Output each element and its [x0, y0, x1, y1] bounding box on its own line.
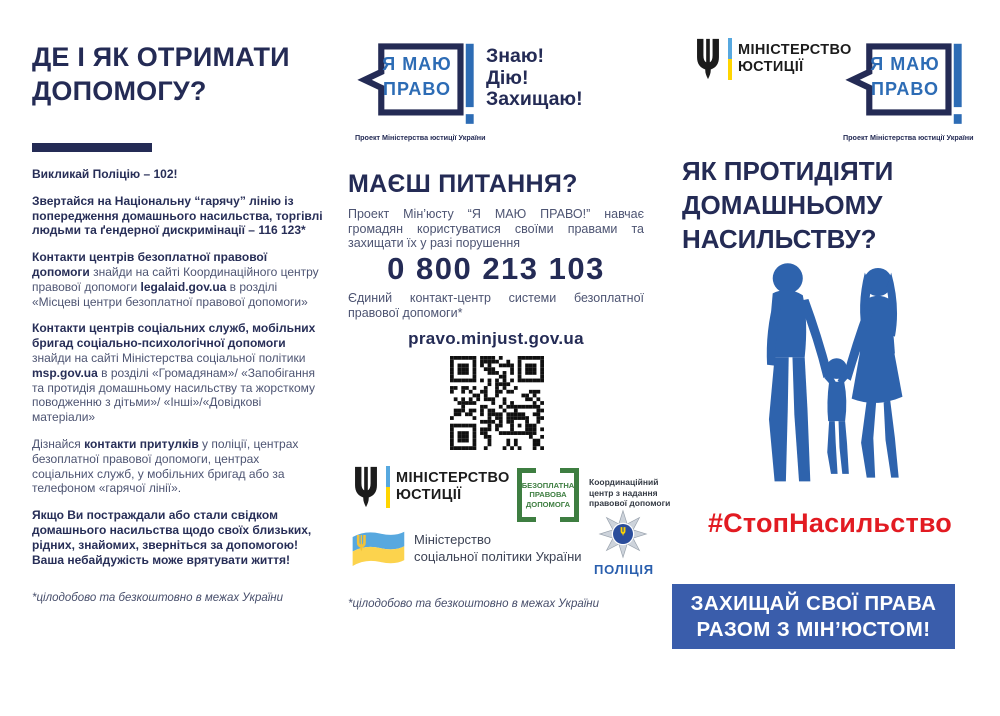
trident-icon: [694, 38, 722, 80]
paragraph-social-services: Контакти центрів соціальних служб, мобільних бригад соціально-психологічної допомоги знайди на сайті Міністерства соціальної політики msp.gov.ua в розділі «Громадянам»/ «Запобігання та протидія домашньому насильству та жорсткому поводженню з дітьми»/ «Інші»/«Довідкові матеріали»: [32, 321, 316, 425]
ministry-of-justice-logo: МІНІСТЕРСТВО ЮСТИЦІЇ: [352, 466, 510, 508]
flag-stripe-icon: [728, 38, 732, 80]
intro-paragraph: Проект Мін’юсту “Я МАЮ ПРАВО!” навчає громадян користуватися своїми правами та захищати їх у разі порушення: [348, 207, 644, 251]
questions-heading: МАЄШ ПИТАННЯ?: [348, 170, 578, 198]
police-logo: [594, 509, 652, 577]
stop-violence-hashtag: #СтопНасильство: [707, 508, 953, 538]
police-star-icon: [598, 509, 648, 559]
family-icon: [737, 258, 925, 496]
ministry-of-justice-logo-right: МІНІСТЕРСТВО ЮСТИЦІЇ: [694, 38, 852, 80]
trident-icon: [352, 466, 380, 508]
paragraph-call-police: Викликай Поліцію – 102!: [32, 167, 178, 181]
ministry-social-policy-logo: Міністерство соціальної політики України: [348, 521, 582, 575]
ymp-logo-text: Я МАЮ ПРАВО: [382, 54, 452, 99]
qr-code: [450, 356, 544, 450]
tagline: Знаю! Дію! Захищаю!: [486, 45, 583, 110]
flag-stripe-icon: [386, 466, 390, 508]
ymp-logo-caption: Проект Міністерства юстиції України: [355, 133, 486, 142]
hotline-phone-number: 0 800 213 103: [387, 251, 605, 286]
free-legal-aid-logo: БЕЗОПЛАТНА ПРАВОВА ДОПОМОГА: [517, 468, 579, 522]
ya-mayu-pravo-logo-right: Я МАЮ ПРАВО Проект Міністерства юстиції України: [843, 42, 979, 142]
msp-url: msp.gov.ua: [32, 365, 98, 380]
paragraph-legal-aid: Контакти центрів безоплатної правової допомоги знайди на сайті Координаційного центру правової допомоги legalaid.gov.ua в розділі «Місцеві центри безоплатної правової допомоги»: [32, 250, 319, 309]
phone-caption: Єдиний контакт-центр системи безоплатної правової допомоги*: [348, 291, 644, 320]
paragraph-shelters: Дізнайся контакти притулків у поліції, центрах безоплатної правової допомоги, центрах соціальних служб, у мобільних бригад або за телефоном «гарячої лінії».: [32, 436, 299, 496]
police-label: ПОЛІЦІЯ: [594, 562, 654, 577]
website-url: pravo.minjust.gov.ua: [408, 329, 584, 348]
footnote-middle: *цілодобово та безкоштовно в межах України: [348, 598, 600, 610]
left-title: ДЕ І ЯК ОТРИМАТИ ДОПОМОГУ?: [32, 42, 290, 106]
footnote-left: *цілодобово та безкоштовно в межах України: [32, 592, 284, 604]
ya-mayu-pravo-logo: [355, 42, 491, 142]
family-silhouette-image: [737, 258, 925, 496]
left-body-text: [32, 167, 324, 579]
legalaid-url: legalaid.gov.ua: [140, 279, 227, 294]
right-title: ЯК ПРОТИДІЯТИ ДОМАШНЬОМУ НАСИЛЬСТВУ?: [682, 156, 894, 254]
title-divider-bar: [32, 143, 152, 152]
paragraph-call-to-action: Якщо Ви постраждали або стали свідком домашнього насильства щодо своїх близьких, рідних, знайомих, зверніться за допомогою! Ваша небайдужість може врятувати життя!: [32, 508, 312, 567]
bottom-banner: ЗАХИЩАЙ СВОЇ ПРАВА РАЗОМ З МІН’ЮСТОМ!: [672, 584, 955, 649]
coordination-center-caption: Координаційний центр з надання правової допомоги: [589, 477, 671, 508]
paragraph-hotline: Звертайся на Національну “гарячу” лінію із попередження домашнього насильства, торгівлі людьми та ґендерної дискримінації – 116 123*: [32, 193, 323, 238]
ukraine-flag-icon: [348, 521, 406, 575]
